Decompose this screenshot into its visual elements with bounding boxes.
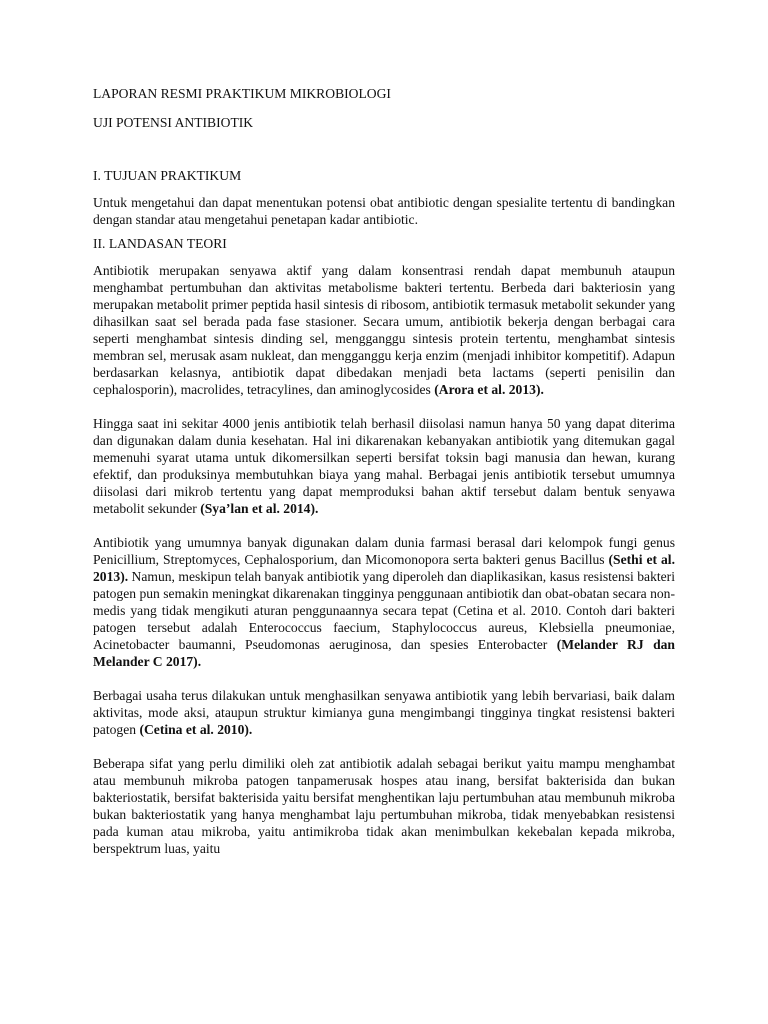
paragraph-sifat-antibiotik: [93, 755, 675, 857]
paragraph-text: Beberapa sifat yang perlu dimiliki oleh zat antibiotik adalah sebagai berikut yaitu mampu menghambat atau membunuh mikroba patogen tanpamerusak hospes atau inang, bersifat bakterisida dan bukan bakteriostatik, bersifat bakterisida yaitu bersifat menghentikan laju pertumbuhan atau membunuh mikroba bukan bakteriostatik yang hanya menghambat laju pertumbuhan mikroba, tidak menyebabkan resistensi pada kuman atau mikroba, yaitu antimikroba tidak akan menimbulkan kekebalan kepada mikroba, berspektrum luas, yaitu: [93, 756, 675, 856]
paragraph-text: Hingga saat ini sekitar 4000 jenis antibiotik telah berhasil diisolasi namun hanya 50 yang dapat diterima dan digunakan dalam dunia kesehatan. Hal ini dikarenakan kebanyakan antibiotik yang ditemukan gagal memenuhi syarat utama untuk dikomersilkan seperti bersifat toksin bagi manusia dan hewan, kurang efektif, dan produksinya membutuhkan biaya yang mahal. Berbagai jenis antibiotik tersebut umumnya diisolasi dari mikrob tertentu yang dapat memproduksi bahan aktif tersebut dalam bentuk senyawa metabolit sekunder: [93, 416, 675, 516]
document-subtitle: UJI POTENSI ANTIBIOTIK: [93, 115, 254, 130]
paragraph-text: Antibiotik merupakan senyawa aktif yang dalam konsentrasi rendah dapat membunuh ataupun menghambat pertumbuhan dan aktivitas metabolisme bakteri tertentu. Berbeda dari bakteriosin yang merupakan metabolit primer peptida hasil sintesis di ribosom, antibiotik termasuk metabolit sekunder yang dihasilkan saat sel berada pada fase stasioner. Secara umum, antibiotik bekerja dengan berbagai cara seperti menghambat sintesis dinding sel, mengganggu sintesis protein tertentu, menghambat sintesis membran sel, merusak asam nukleat, dan mengganggu kerja enzim (menjadi inhibitor kompetitif). Adapun berdasarkan kelasnya, antibiotik dapat dibedakan menjadi beta lactams (seperti penisilin dan cephalosporin), macrolides, tetracylines, dan aminoglycosides: [93, 263, 675, 397]
section-text-tujuan: Untuk mengetahui dan dapat menentukan potensi obat antibiotic dengan spesialite tertentu di bandingkan dengan standar atau mengetahui penetapan kadar antibiotic.: [93, 195, 675, 227]
citation: (Sethi et al. 2013).: [93, 552, 675, 584]
paragraph-jumlah-antibiotik: [93, 415, 675, 517]
citation: (Cetina et al. 2010).: [139, 722, 253, 737]
section-heading-tujuan: I. TUJUAN PRAKTIKUM: [93, 168, 242, 183]
paragraph-text: Antibiotik yang umumnya banyak digunakan dalam dunia farmasi berasal dari kelompok fungi genus Penicillium, Streptomyces, Cephalosporium, dan Micomonopora serta bakteri genus Bacillus: [93, 535, 675, 567]
paragraph-usaha-antibiotik: [93, 687, 675, 738]
citation: (Arora et al. 2013).: [434, 382, 544, 397]
paragraph-antibiotik-definisi: [93, 262, 675, 398]
paragraph-text: Berbagai usaha terus dilakukan untuk menghasilkan senyawa antibiotik yang lebih bervariasi, baik dalam aktivitas, mode aksi, ataupun struktur kimianya guna mengimbangi tingginya tingkat resistensi bakteri patogen: [93, 688, 675, 737]
document-title: LAPORAN RESMI PRAKTIKUM MIKROBIOLOGI: [93, 86, 391, 101]
citation: (Melander RJ dan Melander C 2017).: [93, 637, 675, 669]
citation: (Sya’lan et al. 2014).: [200, 501, 319, 516]
paragraph-sumber-antibiotik: [93, 534, 675, 670]
paragraph-text-continued: Namun, meskipun telah banyak antibiotik yang diperoleh dan diaplikasikan, kasus resistensi bakteri patogen pun semakin meningkat dikarenakan tingginya penggunaan antibiotik dan obat-obatan secara non-medis yang tidak mengikuti aturan penggunaannya secara tepat (Cetina et al. 2010. Contoh dari bakteri patogen tersebut adalah Enterococcus faecium, Staphylococcus aureus, Klebsiella pneumoniae, Acinetobacter baumanni, Pseudomonas aeruginosa, dan spesies Enterobacter: [93, 569, 675, 652]
section-heading-landasan: II. LANDASAN TEORI: [93, 236, 227, 251]
